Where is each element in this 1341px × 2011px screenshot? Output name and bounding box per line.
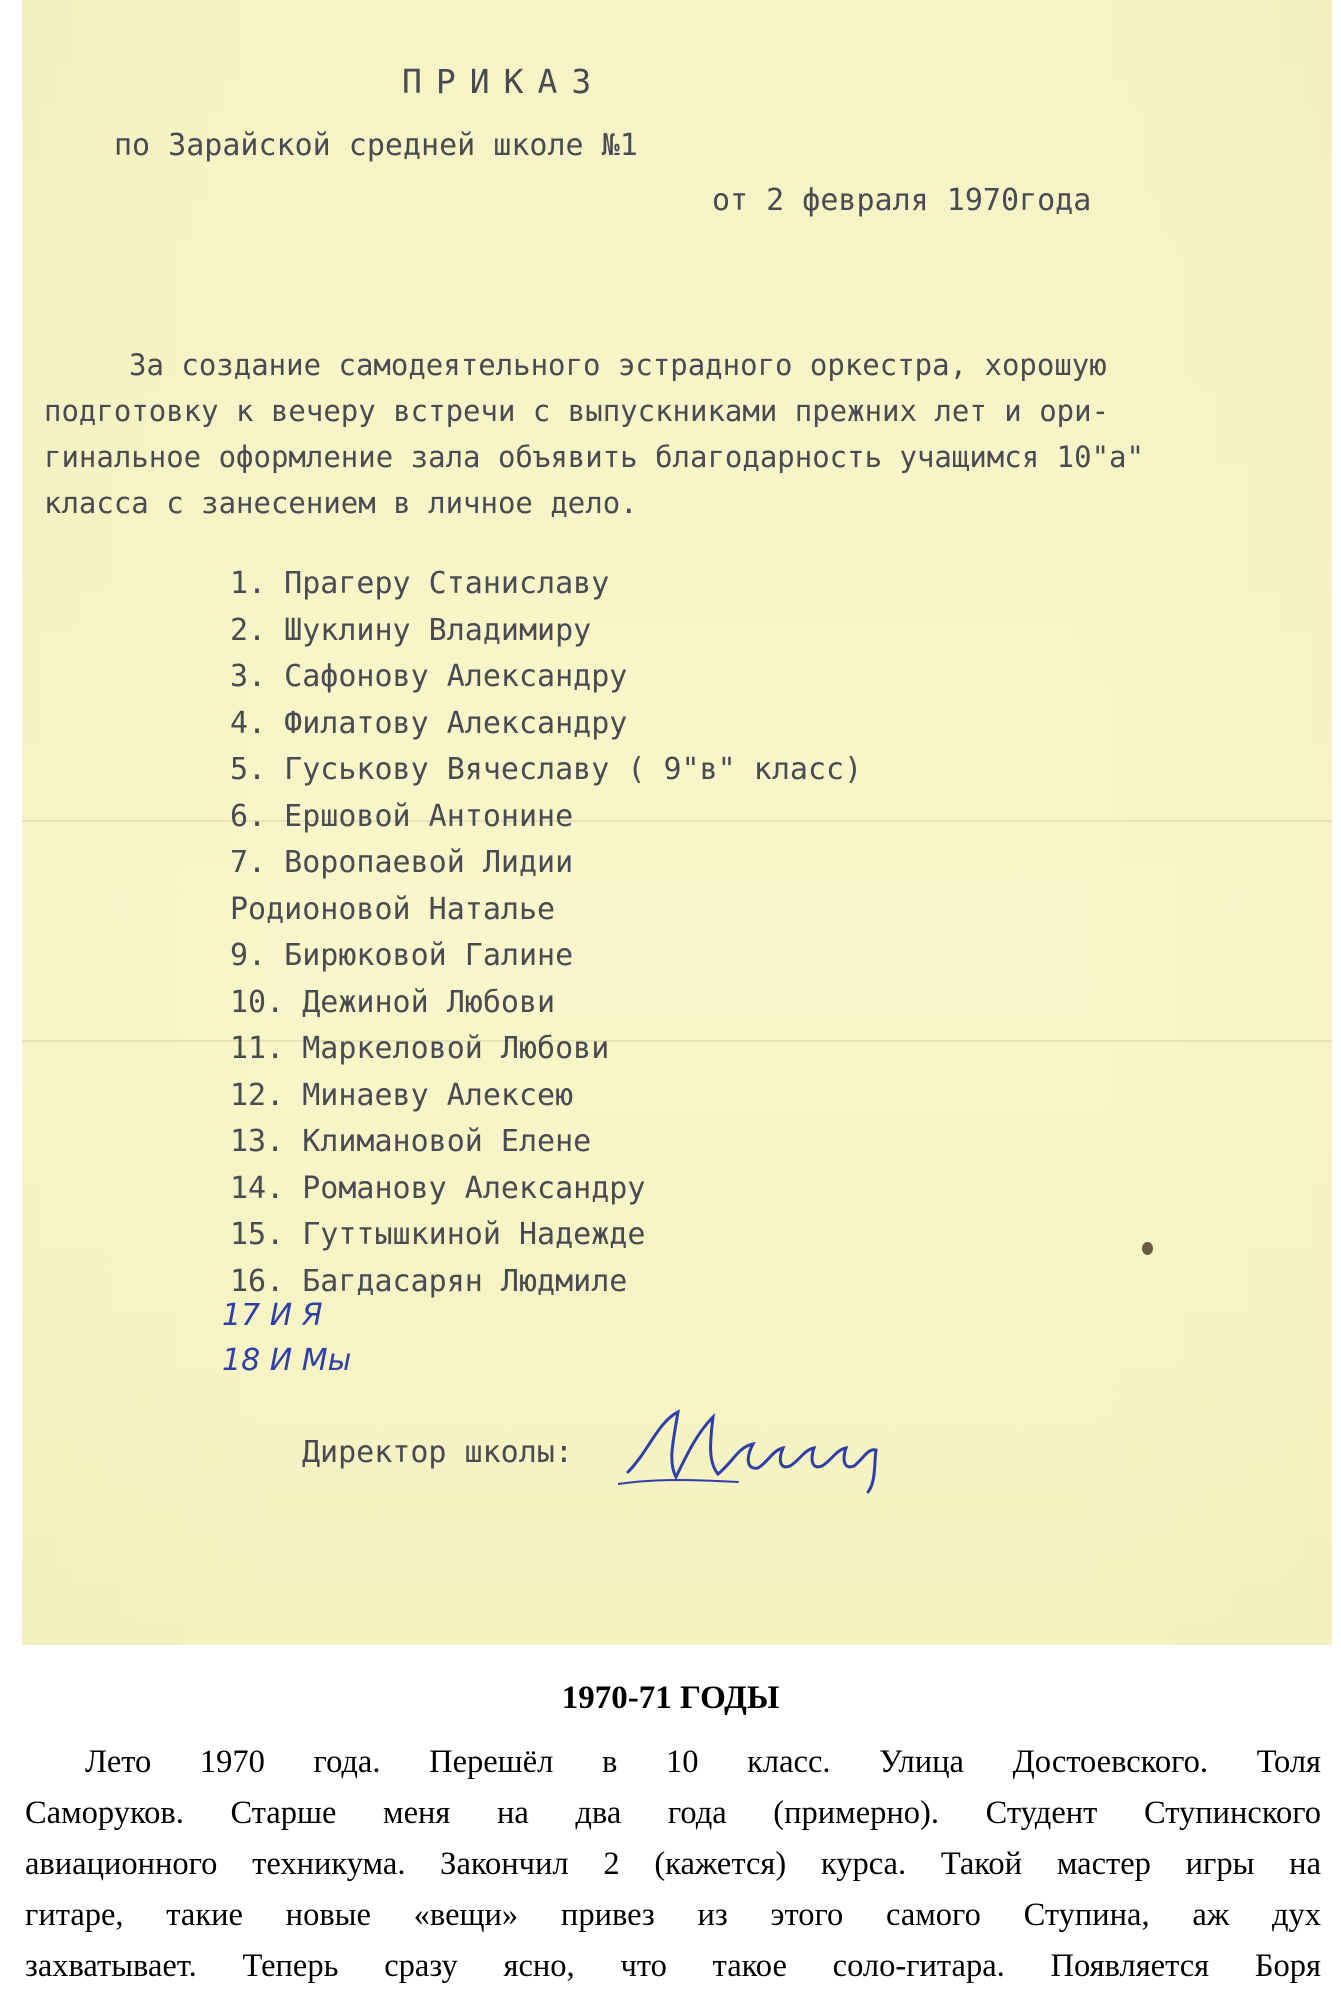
paragraph-line: подготовку к вечеру встречи с выпускниками прежних лет и ори- [44,394,1110,428]
article-line: захватывает. Теперь сразу ясно, что такое соло-гитара. Появляется Боря [25,1948,1321,1984]
article-heading: 1970-71 ГОДЫ [561,1680,780,1716]
article-line: гитаре, такие новые «вещи» привез из этого самого Ступина, аж дух [25,1897,1321,1933]
paragraph-line: За создание самодеятельного эстрадного оркестра, хорошую [129,348,1107,382]
list-item: 16. Багдасарян Людмиле [230,1263,628,1299]
handwritten-note: 18 И Мы [222,1343,352,1378]
director-label: Директор школы: [302,1435,573,1470]
paragraph-line: класса с занесением в личное дело. [44,486,638,520]
list-item: 10. Дежиной Любови [230,984,556,1020]
document-date: от 2 февраля 1970года [712,183,1092,218]
document-subtitle: по Зарайской средней школе №1 [114,128,638,163]
list-item: 1. Прагеру Станиславу [230,566,610,601]
director-signature [618,1392,978,1502]
list-item: 2. Шуклину Владимиру [230,612,592,648]
list-item: 13. Климановой Елене [230,1124,592,1159]
ink-spot [1142,1242,1153,1255]
article-line: Лето 1970 года. Перешёл в 10 класс. Улица Достоевского. Толя [85,1744,1321,1780]
list-item: 7. Воропаевой Лидии [230,845,574,880]
list-item: Родионовой Наталье [230,891,556,927]
list-item: 9. Бирюковой Галине [230,938,574,973]
list-item: 6. Ершовой Антонине [230,798,574,834]
document-title: ПРИКАЗ [402,62,606,101]
paragraph-line: гинальное оформление зала объявить благодарность учащимся 10"а" [44,440,1144,474]
scanned-order-document [22,0,1332,1645]
list-item: 3. Сафонову Александру [230,659,628,694]
article-line: Саморуков. Старше меня на два года (примерно). Студент Ступинского [25,1795,1321,1831]
handwritten-note: 17 И Я [222,1298,323,1333]
article-line: авиационного техникума. Закончил 2 (кажется) курса. Такой мастер игры на [25,1846,1321,1882]
order-paragraph [44,342,1334,526]
list-item: 12. Минаеву Алексею [230,1077,574,1113]
list-item: 15. Гуттышкиной Надежде [230,1217,646,1252]
list-item: 14. Романову Александру [230,1170,646,1206]
list-item: 4. Филатову Александру [230,705,628,741]
list-item: 5. Гуськову Вячеславу ( 9"в" класс) [230,752,863,787]
article-body [25,1737,1321,1992]
signature-stroke [618,1480,738,1484]
student-list [230,561,862,1305]
list-item: 11. Маркеловой Любови [230,1031,610,1066]
